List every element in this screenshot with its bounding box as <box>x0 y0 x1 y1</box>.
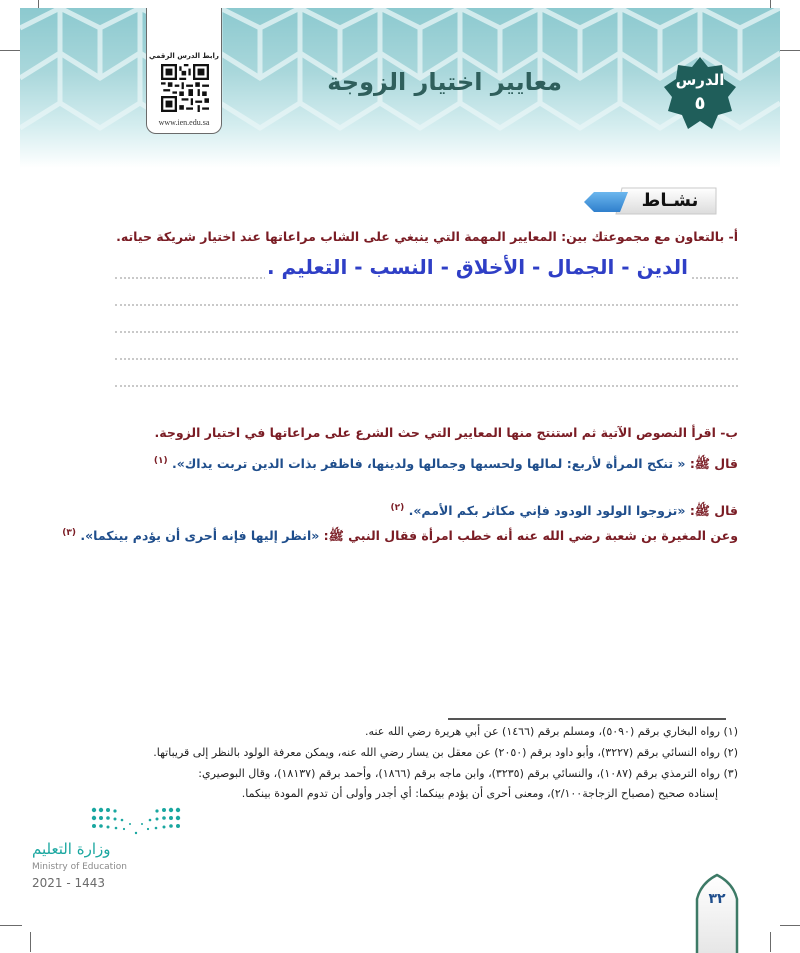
ministry-dots-icon <box>90 806 182 836</box>
hadith-intro: قال ﷺ: <box>689 503 738 519</box>
qr-code-card[interactable] <box>146 8 222 134</box>
answer-line[interactable] <box>115 385 738 387</box>
hadith-text-3 <box>62 528 738 547</box>
ministry-name-english: Ministry of Education <box>32 862 127 872</box>
answer-a-field[interactable] <box>115 255 738 281</box>
crop-mark <box>30 932 31 952</box>
footnote-divider <box>448 718 726 720</box>
hadith-intro: وعن المغيرة بن شعبة رضي الله عنه أنه خطب امرأة فقال النبي ﷺ: <box>323 528 738 544</box>
page-number-tab <box>695 873 739 953</box>
qr-label: رابط الدرس الرقمي <box>149 52 219 60</box>
crop-mark <box>0 925 22 926</box>
answer-line[interactable] <box>115 331 738 333</box>
crop-mark <box>780 925 800 926</box>
footnote-3-continued: إسناده صحيح (مصباح الزجاجة٢/١٠٠)، ومعنى أحرى أن يؤدم بينكما: أي أجدر وأولى أن تدوم المودة بينكما. <box>241 787 718 800</box>
footnote-ref[interactable]: (٢) <box>390 503 405 513</box>
page-number-arch-shape <box>695 873 739 953</box>
qr-url[interactable]: www.ien.edu.sa <box>158 118 210 127</box>
crop-mark <box>770 932 771 952</box>
hadith-intro: قال ﷺ: <box>689 456 738 472</box>
lesson-badge <box>664 57 736 129</box>
footnote-3: (٣) رواه الترمذي برقم (١٠٨٧)، والنسائي برقم (٣٢٣٥)، وابن ماجه برقم (١٨٦٦)، وأحمد برقم (١٨١٣٧)، وقال البوصيري: <box>198 767 738 780</box>
footnote-ref[interactable]: (١) <box>153 456 168 466</box>
lesson-label: الدرس <box>675 71 725 89</box>
answer-line[interactable] <box>115 358 738 360</box>
ministry-name-arabic: وزارة التعليم <box>32 840 111 858</box>
question-b: ب- اقرأ النصوص الآتية ثم استنتج منها المعايير التي حث الشرع على مراعاتها في اختيار الزوجة. <box>154 425 738 440</box>
answer-a-text: الدين - الجمال - الأخلاق - النسب - التعليم . <box>266 255 688 279</box>
lesson-title: معايير اختيار الزوجة <box>327 68 562 96</box>
hadith-text-1 <box>154 456 738 475</box>
question-a: أ- بالتعاون مع مجموعتك بين: المعايير المهمة التي ينبغي على الشاب مراعاتها عند اختيار شريكة حياته. <box>116 229 738 244</box>
footnote-ref[interactable]: (٣) <box>62 528 76 538</box>
qr-code-icon[interactable] <box>161 64 209 112</box>
activity-label: نشـاط <box>641 190 699 211</box>
footnote-2: (٢) رواه النسائي برقم (٣٢٢٧)، وأبو داود برقم (٢٠٥٠) عن معقل بن يسار رضي الله عنه، ويمكن معرفة الولود بالنظر إلى قريباتها. <box>153 746 738 759</box>
hadith-text-2 <box>391 503 739 522</box>
hadith-quote: «تزوجوا الولود الودود فإني مكاثر بكم الأمم». <box>408 503 686 519</box>
ministry-year: 2021 - 1443 <box>32 876 106 890</box>
hadith-quote: «انظر إليها فإنه أحرى أن يؤدم بينكما». <box>80 528 320 544</box>
page-number: ٣٢ <box>708 891 726 907</box>
answer-line[interactable] <box>115 304 738 306</box>
ministry-logo <box>30 804 190 894</box>
footnote-1: (١) رواه البخاري برقم (٥٠٩٠)، ومسلم برقم (١٤٦٦) عن أبي هريرة رضي الله عنه. <box>365 725 738 738</box>
hadith-quote: « تنكح المرأة لأربع: لمالها ولحسبها وجمالها ولدينها، فاظفر بذات الدين تربت يداك». <box>172 456 686 472</box>
activity-heading <box>582 186 720 216</box>
lesson-number: ٥ <box>694 93 706 114</box>
